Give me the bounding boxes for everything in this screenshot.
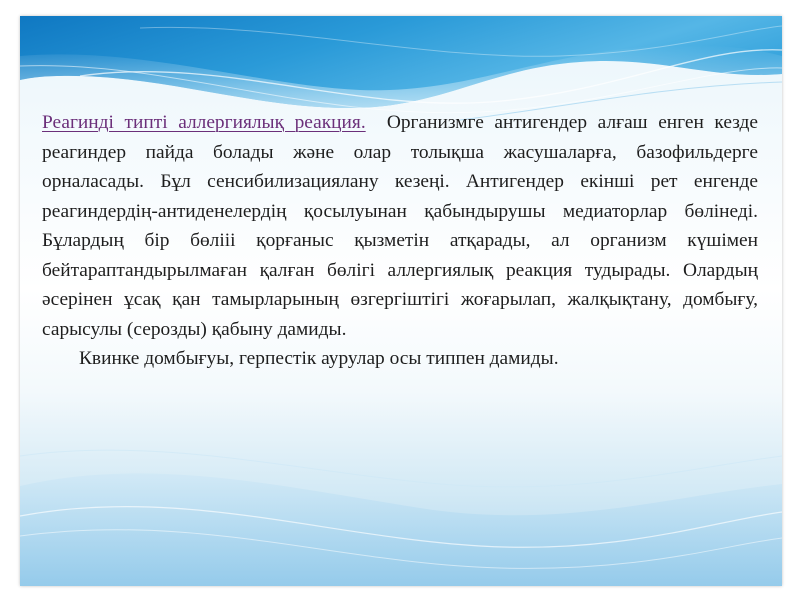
slide [20,16,782,586]
paragraph-1-body: Организмге антигендер алғаш енген кезде реагиндер пайда болады және олар толықша жасушаларға, базофильдерге орналасады. Бұл сенсибилизациялану кезеңі. Антигендер екінші рет енгенде реагиндердің-антиденелердің қосылуынан қабындырушы медиаторлар бөлінеді. Бұлардың бір бөліiі қорғаныс қызметін атқарады, ал организм күшімен бейтараптандырылмаған қалған бөлігі аллергиялық реакция тудырады. Олардың әсерінен ұсақ қан тамырларының өзгергіштігі жоғарылап, жалқықтану, домбығу, сарысулы (серозды) қабыну дамиды. [42,112,758,340]
paragraph-2: Квинке домбығуы, герпестік аурулар осы типпен дамиды. [79,348,559,369]
paragraph-1 [42,108,758,344]
heading-link[interactable]: Реагинді типті аллергиялық реакция. [42,112,366,133]
text-content [42,108,758,374]
